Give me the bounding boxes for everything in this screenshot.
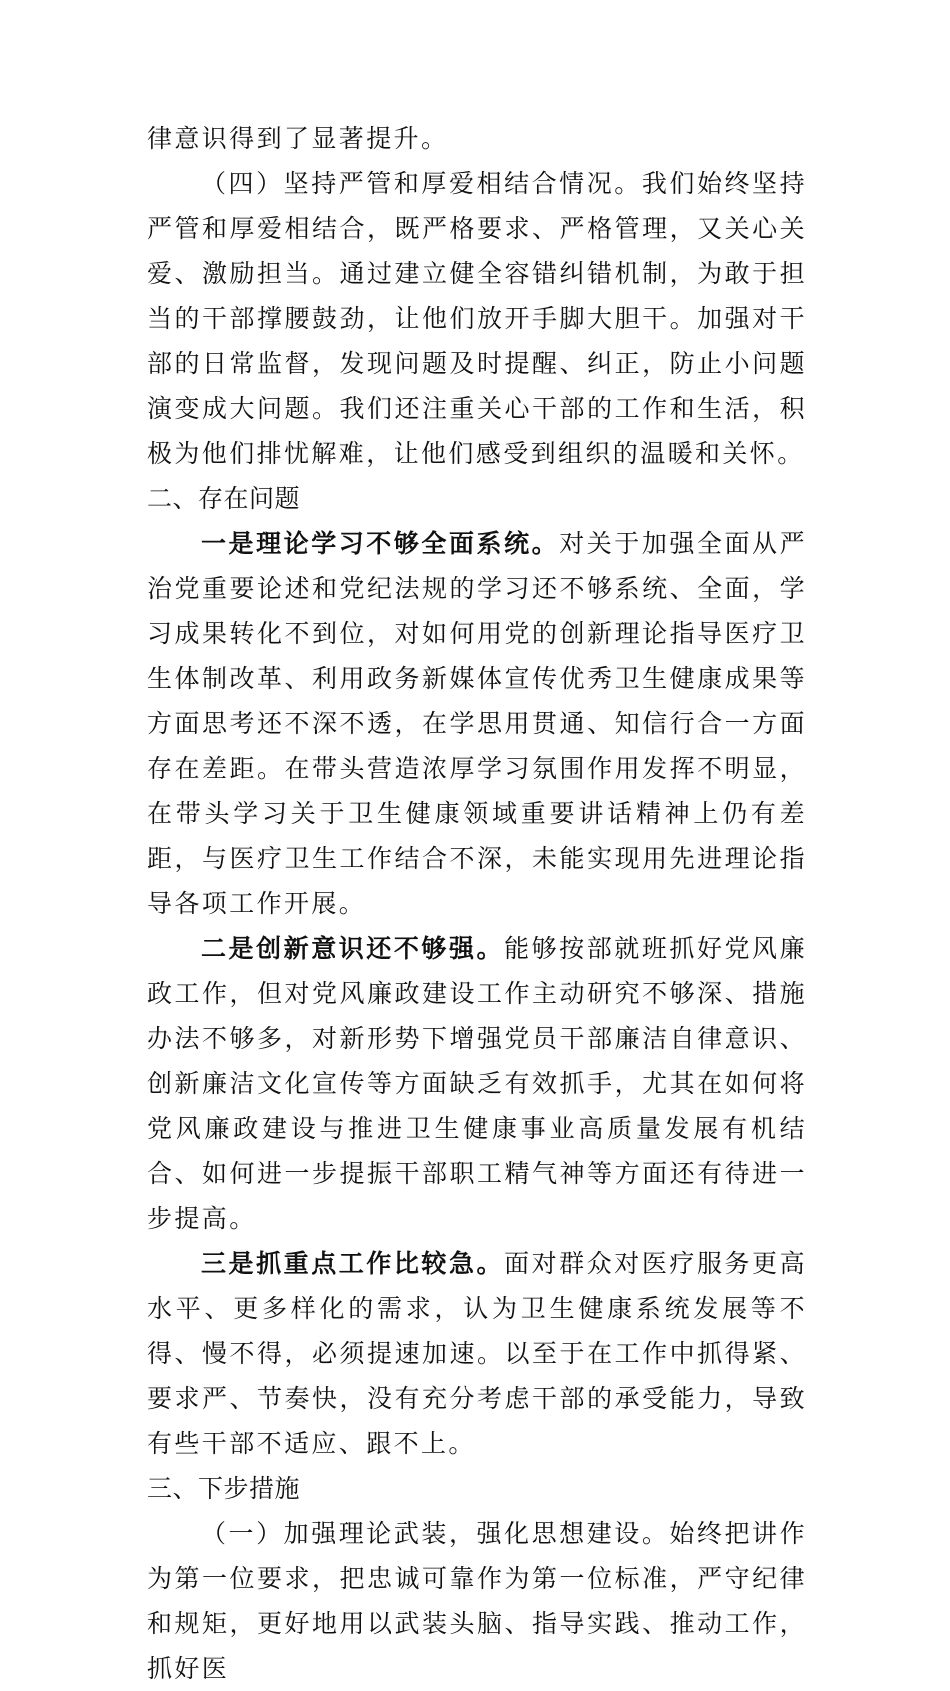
- section-4-text: 我们始终坚持严管和厚爱相结合，既严格要求、严格管理，又关心关爱、激励担当。通过建立健全容错纠错机制，为敢于担当的干部撑腰鼓劲，让他们放开手脚大胆干。加强对干部的日常监督，发现问题及时提醒、纠正，防止小问题演变成大问题。我们还注重关心干部的工作和生活，积极为他们排忧解难，让他们感受到组织的温暖和关怀。: [147, 169, 808, 468]
- problem-3-paragraph: [147, 1241, 807, 1466]
- intro-tail-text: 律意识得到了显著提升。: [147, 124, 449, 153]
- document-body: [147, 116, 807, 1691]
- problem-2-paragraph: [147, 926, 807, 1241]
- problem-3-text: 面对群众对医疗服务更高水平、更多样化的需求，认为卫生健康系统发展等不得、慢不得，必须提速加速。以至于在工作中抓得紧、要求严、节奏快，没有充分考虑干部的承受能力，导致有些干部不适应、跟不上。: [147, 1249, 807, 1458]
- problem-3-lead: 三是抓重点工作比较急。: [201, 1249, 505, 1278]
- section-4-label: （四）坚持严管和厚爱相结合情况。: [201, 169, 642, 198]
- intro-tail-paragraph: [147, 116, 807, 161]
- heading-measures-text: 三、下步措施: [147, 1474, 301, 1503]
- problem-1-text: 对关于加强全面从严治党重要论述和党纪法规的学习还不够系统、全面，学习成果转化不到位，对如何用党的创新理论指导医疗卫生体制改革、利用政务新媒体宣传优秀卫生健康成果等方面思考还不深不透，在学思用贯通、知信行合一方面存在差距。在带头营造浓厚学习氛围作用发挥不明显，在带头学习关于卫生健康领域重要讲话精神上仍有差距，与医疗卫生工作结合不深，未能实现用先进理论指导各项工作开展。: [147, 529, 808, 918]
- section-4-paragraph: [147, 161, 807, 476]
- problem-2-text: 能够按部就班抓好党风廉政工作，但对党风廉政建设工作主动研究不够深、措施办法不够多，对新形势下增强党员干部廉洁自律意识、创新廉洁文化宣传等方面缺乏有效抓手，尤其在如何将党风廉政建设与推进卫生健康事业高质量发展有机结合、如何进一步提振干部职工精气神等方面还有待进一步提高。: [147, 934, 807, 1233]
- heading-problems: [147, 476, 807, 521]
- measure-1-text: 始终把讲作为第一位要求，把忠诚可靠作为第一位标准，严守纪律和规矩，更好地用以武装头脑、指导实践、推动工作，抓好医: [147, 1519, 807, 1683]
- problem-2-lead: 二是创新意识还不够强。: [201, 934, 505, 963]
- measure-1-label: （一）加强理论武装，强化思想建设。: [201, 1519, 670, 1548]
- heading-problems-text: 二、存在问题: [147, 484, 301, 513]
- heading-measures: [147, 1466, 807, 1511]
- problem-1-paragraph: [147, 521, 807, 926]
- measure-1-paragraph: [147, 1511, 807, 1691]
- problem-1-lead: 一是理论学习不够全面系统。: [201, 529, 560, 558]
